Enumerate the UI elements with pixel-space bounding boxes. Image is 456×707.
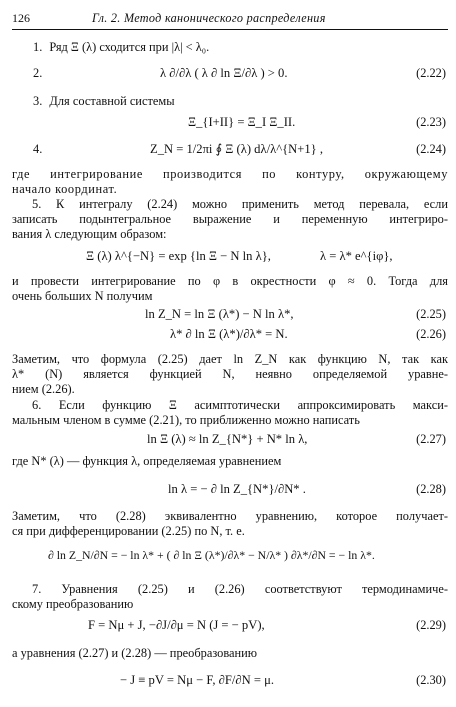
text-line: и провести интегрирование по φ в окрестности φ ≈ 0. Тогда для (12, 274, 448, 288)
item-4-formula: Z_N = 1/2πi ∮ Ξ (λ) dλ/λ^{N+1} , (150, 142, 323, 156)
item-1-number: 1. (33, 40, 43, 54)
paragraph-transform (12, 646, 448, 661)
paragraph-n-star (12, 454, 448, 469)
paragraph-item-7 (12, 582, 448, 612)
text-line: 5. К интегралу (2.24) можно применить метод перевала, если (32, 197, 448, 211)
item-4-number: 4. (33, 142, 43, 156)
formula-2-28: ln λ = − ∂ ln Z_{N*}/∂N* . (168, 482, 306, 496)
formula-substitution-rhs: λ = λ* e^{iφ}, (320, 249, 393, 263)
eq-number-2-22: (2.22) (416, 66, 446, 80)
paragraph-note-2-25 (12, 352, 448, 396)
item-1 (33, 40, 209, 55)
running-title: Гл. 2. Метод канонического распределения (92, 11, 326, 25)
eq-number-2-28: (2.28) (416, 482, 446, 496)
text-line: начало координат. (12, 181, 118, 196)
text-line: скому преобразованию (12, 596, 134, 611)
eq-number-2-30: (2.30) (416, 673, 446, 687)
formula-substitution-lhs: Ξ (λ) λ^{−N} = exp {ln Ξ − N ln λ}, (86, 249, 271, 263)
text-line: 6. Если функцию Ξ асимптотически аппроксимировать макси- (32, 398, 448, 412)
paragraph-item-6 (12, 398, 448, 428)
paragraph-contour (12, 167, 448, 197)
item-2-number: 2. (33, 66, 43, 80)
text-line: мальным членом в сумме (2.21), то приближенно можно написать (12, 412, 360, 427)
item-3-formula: Ξ_{I+II} = Ξ_I Ξ_II. (188, 115, 296, 129)
eq-number-2-26: (2.26) (416, 327, 446, 341)
header-rule (12, 29, 448, 30)
formula-2-26: λ* ∂ ln Ξ (λ*)/∂λ* = N. (170, 327, 288, 341)
paragraph-item-5 (12, 197, 448, 241)
text-line: вания λ следующим образом: (12, 226, 167, 241)
text-line: где интегрирование производится по контуру, окружающему (12, 167, 448, 181)
text-line: нием (2.26). (12, 381, 75, 396)
formula-2-25: ln Z_N = ln Ξ (λ*) − N ln λ*, (145, 307, 294, 321)
text-line: очень больших N получим (12, 288, 153, 303)
eq-number-2-29: (2.29) (416, 618, 446, 632)
formula-2-27: ln Ξ (λ) ≈ ln Z_{N*} + N* ln λ, (147, 432, 308, 446)
paragraph-saddle-point (12, 274, 448, 304)
item-2-formula: λ ∂/∂λ ( λ ∂ ln Ξ/∂λ ) > 0. (160, 66, 288, 80)
formula-derivative: ∂ ln Z_N/∂N = − ln λ* + ( ∂ ln Ξ (λ*)/∂λ* − N/λ* ) ∂λ*/∂N = − ln λ*. (48, 548, 375, 562)
eq-number-2-23: (2.23) (416, 115, 446, 129)
item-3-number: 3. (33, 94, 43, 108)
eq-number-2-24: (2.24) (416, 142, 446, 156)
formula-2-30: − J ≡ pV = Nμ − F, ∂F/∂N = μ. (120, 673, 274, 687)
text-line: Заметим, что формула (2.25) дает ln Z_N как функцию N, так как (12, 352, 448, 366)
text-line: ся при дифференцировании (2.25) по N, т. е. (12, 523, 245, 538)
item-1-text: Ряд Ξ (λ) сходится при |λ| < λ₀. (49, 40, 210, 54)
paragraph-note-2-28 (12, 509, 448, 539)
text-line: Заметим, что (2.28) эквивалентно уравнению, которое получает- (12, 509, 448, 523)
page-number: 126 (12, 11, 30, 25)
text-line: где N* (λ) — функция λ, определяемая уравнением (12, 454, 282, 468)
formula-2-29: F = Nμ + J, −∂J/∂μ = N (J = − pV), (88, 618, 265, 632)
text-line: λ* (N) является функцией N, неявно определяемой уравне- (12, 366, 448, 381)
eq-number-2-27: (2.27) (416, 432, 446, 446)
text-line: 7. Уравнения (2.25) и (2.26) соответствуют термодинамиче- (32, 582, 448, 596)
text-line: а уравнения (2.27) и (2.28) — преобразованию (12, 646, 258, 660)
text-line: записать подынтегральное выражение и переменную интегриро- (12, 211, 448, 226)
item-3-text: Для составной системы (49, 94, 175, 108)
item-3 (33, 94, 175, 109)
eq-number-2-25: (2.25) (416, 307, 446, 321)
